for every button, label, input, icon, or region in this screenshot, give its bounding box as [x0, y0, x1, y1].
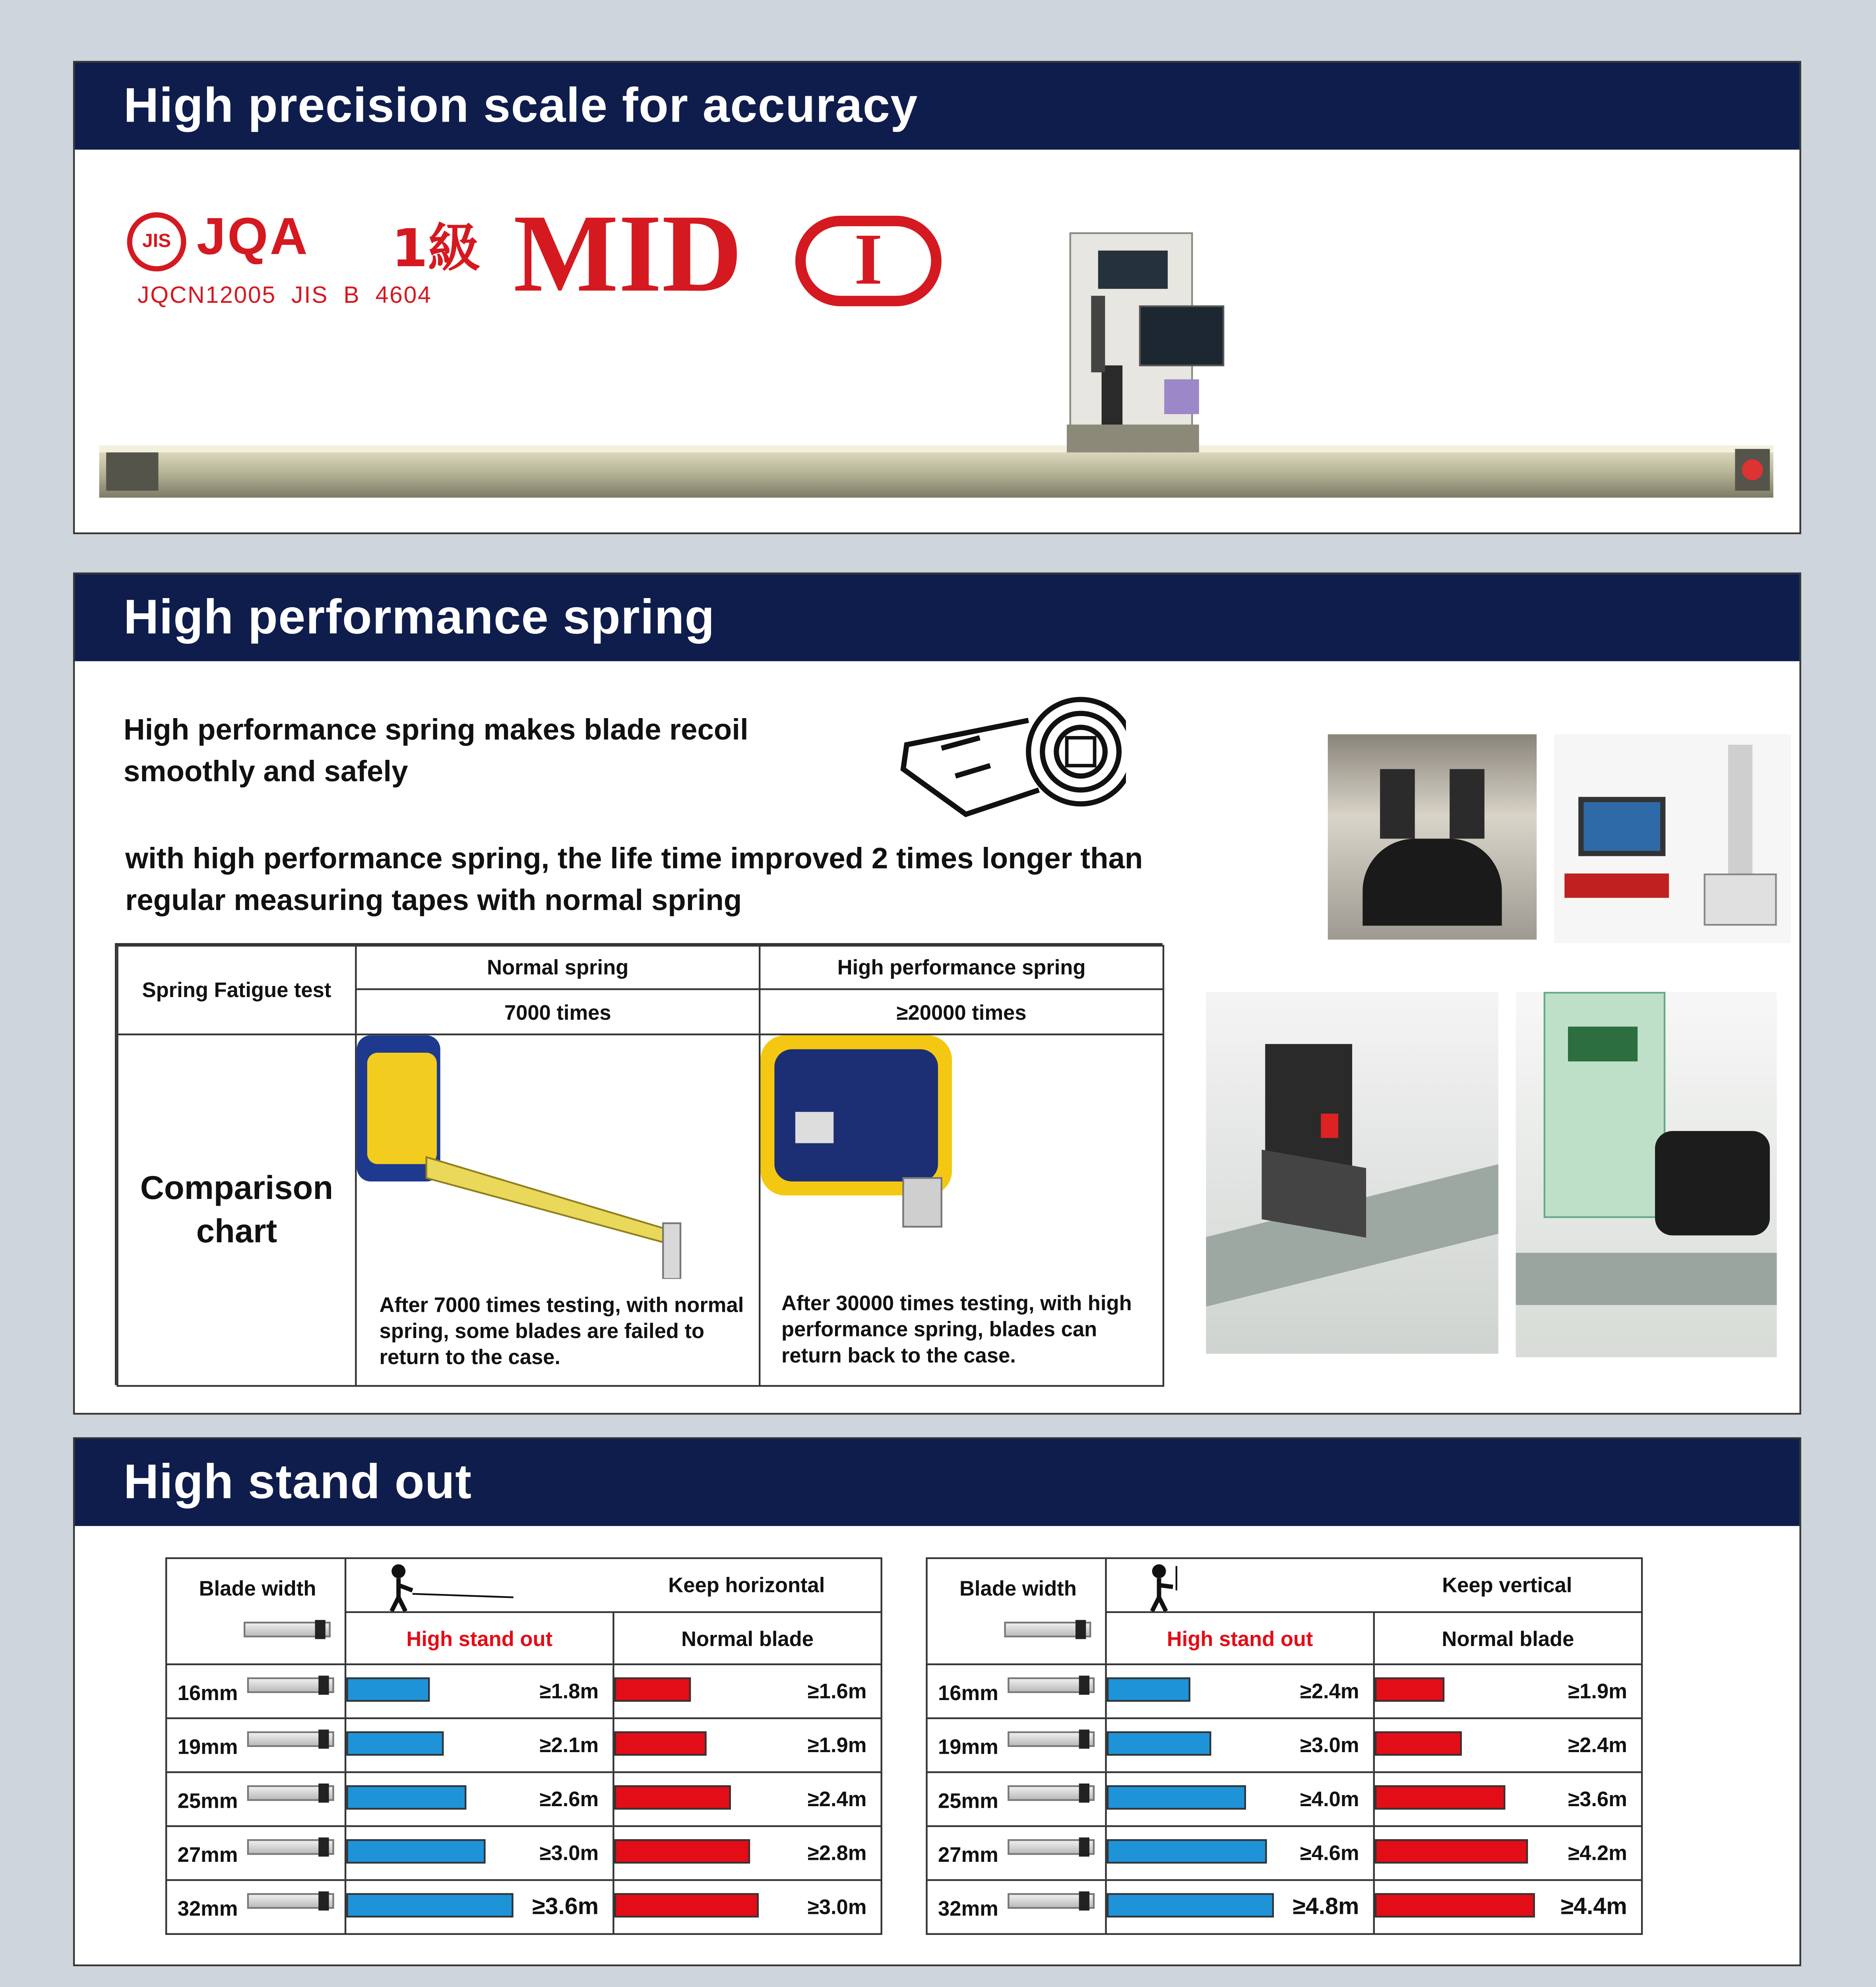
- vertical-person-icon: [1149, 1563, 1288, 1615]
- high-standout-bar: [346, 1677, 430, 1702]
- blade-width-label: Blade width: [199, 1576, 316, 1601]
- normal-blade-header: Normal blade: [612, 1611, 882, 1665]
- normal-blade-cell: [612, 1825, 882, 1881]
- normal-blade-value: ≥4.2m: [1568, 1841, 1627, 1865]
- blade-size-icon: [1008, 1731, 1095, 1747]
- high-standout-value: ≥2.6m: [539, 1787, 599, 1812]
- normal-blade-value: ≥3.6m: [1568, 1787, 1627, 1812]
- normal-blade-bar: [1375, 1839, 1527, 1863]
- high-standout-value: ≥3.0m: [539, 1841, 599, 1865]
- blade-width-cell: [926, 1825, 1107, 1881]
- lifetime-text: with high performance spring, the life time improved 2 times longer than regular measuring tapes with normal spring: [125, 842, 1143, 917]
- normal-blade-value: ≥3.0m: [807, 1895, 867, 1919]
- normal-blade-cell: [1373, 1718, 1643, 1773]
- high-standout-bar: [1107, 1893, 1274, 1917]
- normal-blade-value: ≥4.4m: [1560, 1893, 1627, 1919]
- normal-blade-cell: [612, 1664, 882, 1719]
- blade-size-icon: [247, 1731, 334, 1747]
- blade-width-value: 25mm: [177, 1789, 238, 1813]
- high-spring-header: High performance spring: [759, 945, 1164, 990]
- normal-blade-bar: [1375, 1785, 1505, 1809]
- blade-width-cell: [165, 1825, 346, 1881]
- high-standout-cell: [1105, 1664, 1375, 1719]
- mode-header: [1105, 1557, 1643, 1613]
- high-standout-bar: [346, 1731, 444, 1756]
- normal-spring-times: 7000 times: [355, 988, 760, 1035]
- blade-width-value: 25mm: [938, 1789, 998, 1813]
- high-standout-cell: [345, 1771, 614, 1827]
- section-performance-spring: [73, 573, 1801, 1415]
- blade-width-header: [926, 1557, 1107, 1665]
- standout-table-vertical: [926, 1557, 1643, 1933]
- section-precision-scale: [73, 61, 1801, 534]
- normal-blade-header: Normal blade: [1373, 1611, 1643, 1665]
- blade-width-cell: [165, 1718, 346, 1773]
- high-standout-value: ≥4.8m: [1293, 1893, 1359, 1919]
- normal-blade-bar: [1375, 1677, 1444, 1702]
- mid-logo: MID: [513, 191, 742, 315]
- high-standout-cell: [1105, 1718, 1375, 1773]
- grade-mark: 1級: [391, 219, 480, 280]
- normal-blade-bar: [614, 1839, 750, 1863]
- high-standout-value: ≥2.4m: [1300, 1679, 1359, 1704]
- high-standout-value: ≥2.1m: [539, 1733, 599, 1758]
- high-standout-bar: [1107, 1677, 1190, 1702]
- calibration-bench-photo: [99, 226, 1784, 508]
- normal-blade-bar: [614, 1731, 706, 1756]
- standout-table-horizontal: [165, 1557, 882, 1933]
- jqa-logo: JQA: [196, 209, 310, 266]
- blade-size-icon: [247, 1785, 334, 1801]
- blade-tester-photo: [1206, 992, 1498, 1354]
- blade-size-icon: [247, 1677, 334, 1693]
- blade-size-icon: [1008, 1893, 1095, 1909]
- normal-blade-cell: [1373, 1664, 1643, 1719]
- normal-blade-bar: [614, 1893, 760, 1917]
- high-standout-bar: [1107, 1839, 1267, 1863]
- spring-coil-illustration: [889, 668, 1126, 828]
- blade-size-icon: [247, 1839, 334, 1855]
- section-stand-out: [73, 1437, 1801, 1966]
- high-standout-value: ≥4.0m: [1300, 1787, 1359, 1812]
- horizontal-person-icon: [388, 1563, 527, 1615]
- blade-width-cell: [165, 1879, 346, 1935]
- high-standout-cell: [1105, 1771, 1375, 1827]
- high-standout-cell: [345, 1879, 614, 1935]
- high-standout-bar: [1107, 1731, 1211, 1756]
- normal-blade-cell: [1373, 1825, 1643, 1881]
- blade-width-cell: [165, 1771, 346, 1827]
- blade-width-cell: [926, 1718, 1107, 1773]
- control-panel-photo: [1516, 992, 1777, 1357]
- mode-header: [345, 1557, 882, 1613]
- high-spring-times: ≥20000 times: [759, 988, 1164, 1035]
- section-title: High stand out: [75, 1439, 1799, 1526]
- mode-label: Keep vertical: [1442, 1573, 1572, 1598]
- mode-label: Keep horizontal: [668, 1573, 825, 1598]
- high-standout-bar: [346, 1785, 467, 1809]
- normal-blade-value: ≥2.4m: [807, 1787, 867, 1812]
- high-standout-value: ≥1.8m: [539, 1679, 599, 1704]
- comparison-chart-label: Comparison chart: [116, 1034, 357, 1387]
- blade-width-value: 16mm: [177, 1681, 238, 1705]
- normal-blade-value: ≥2.4m: [1568, 1733, 1627, 1758]
- normal-blade-bar: [614, 1677, 692, 1702]
- high-standout-bar: [346, 1893, 513, 1917]
- blade-width-value: 19mm: [938, 1735, 998, 1759]
- high-standout-cell: [345, 1825, 614, 1881]
- high-spring-cell: [759, 1034, 1164, 1387]
- fatigue-test-label: Spring Fatigue test: [116, 945, 357, 1036]
- blade-width-value: 16mm: [938, 1681, 998, 1705]
- blade-size-icon: [1008, 1785, 1095, 1801]
- spring-fatigue-table: [115, 943, 1163, 1385]
- high-standout-cell: [345, 1718, 614, 1773]
- high-spring-caption: After 30000 times testing, with high performance spring, blades can return back to the case.: [781, 1291, 1132, 1368]
- blade-width-value: 32mm: [938, 1896, 998, 1921]
- section-title: High performance spring: [75, 574, 1799, 661]
- high-standout-value: ≥3.0m: [1300, 1733, 1359, 1758]
- microscope-photo: [1328, 734, 1537, 940]
- normal-blade-bar: [1375, 1893, 1534, 1917]
- blade-width-cell: [926, 1879, 1107, 1935]
- blade-width-value: 27mm: [177, 1842, 238, 1867]
- high-standout-cell: [1105, 1825, 1375, 1881]
- jis-logo: JIS: [127, 212, 186, 271]
- blade-size-icon: [1008, 1839, 1095, 1855]
- blade-width-icon: [244, 1622, 331, 1637]
- high-standout-value: ≥3.6m: [532, 1893, 599, 1919]
- normal-blade-value: ≥2.8m: [807, 1841, 867, 1865]
- normal-tape-photo: [357, 1035, 705, 1279]
- normal-blade-value: ≥1.9m: [807, 1733, 867, 1758]
- normal-blade-cell: [1373, 1879, 1643, 1935]
- blade-width-header: [165, 1557, 346, 1665]
- normal-blade-cell: [612, 1718, 882, 1773]
- blade-width-value: 19mm: [177, 1735, 238, 1759]
- mid-class-numeral: I: [795, 216, 942, 306]
- blade-width-value: 27mm: [938, 1842, 998, 1867]
- blade-size-icon: [247, 1893, 334, 1909]
- normal-blade-value: ≥1.9m: [1568, 1679, 1627, 1704]
- high-standout-bar: [346, 1839, 485, 1863]
- high-performance-tape-photo: [760, 1035, 969, 1230]
- normal-spring-caption: After 7000 times testing, with normal spring, some blades are failed to return to the case.: [379, 1293, 744, 1369]
- high-standout-header: High stand out: [1105, 1611, 1375, 1665]
- certification-code: JQCN12005 JIS B 4604: [137, 282, 432, 308]
- high-standout-cell: [1105, 1879, 1375, 1935]
- normal-blade-cell: [612, 1879, 882, 1935]
- blade-width-cell: [926, 1771, 1107, 1827]
- normal-blade-bar: [1375, 1731, 1462, 1756]
- spring-intro-text: High performance spring makes blade recoil smoothly and safely: [123, 713, 748, 788]
- normal-spring-header: Normal spring: [355, 945, 760, 990]
- blade-width-label: Blade width: [959, 1576, 1077, 1601]
- normal-blade-cell: [1373, 1771, 1643, 1827]
- blade-width-icon: [1004, 1622, 1091, 1637]
- blade-size-icon: [1008, 1677, 1095, 1693]
- blade-width-cell: [165, 1664, 346, 1719]
- normal-blade-value: ≥1.6m: [807, 1679, 867, 1704]
- normal-blade-cell: [612, 1771, 882, 1827]
- section-title: High precision scale for accuracy: [75, 63, 1799, 150]
- high-standout-header: High stand out: [345, 1611, 614, 1665]
- blade-width-value: 32mm: [177, 1896, 238, 1921]
- computer-test-photo: [1554, 734, 1791, 943]
- blade-width-cell: [926, 1664, 1107, 1719]
- normal-blade-bar: [614, 1785, 731, 1809]
- high-standout-bar: [1107, 1785, 1246, 1809]
- normal-spring-cell: [355, 1034, 760, 1387]
- high-standout-cell: [345, 1664, 614, 1719]
- high-standout-value: ≥4.6m: [1300, 1841, 1359, 1865]
